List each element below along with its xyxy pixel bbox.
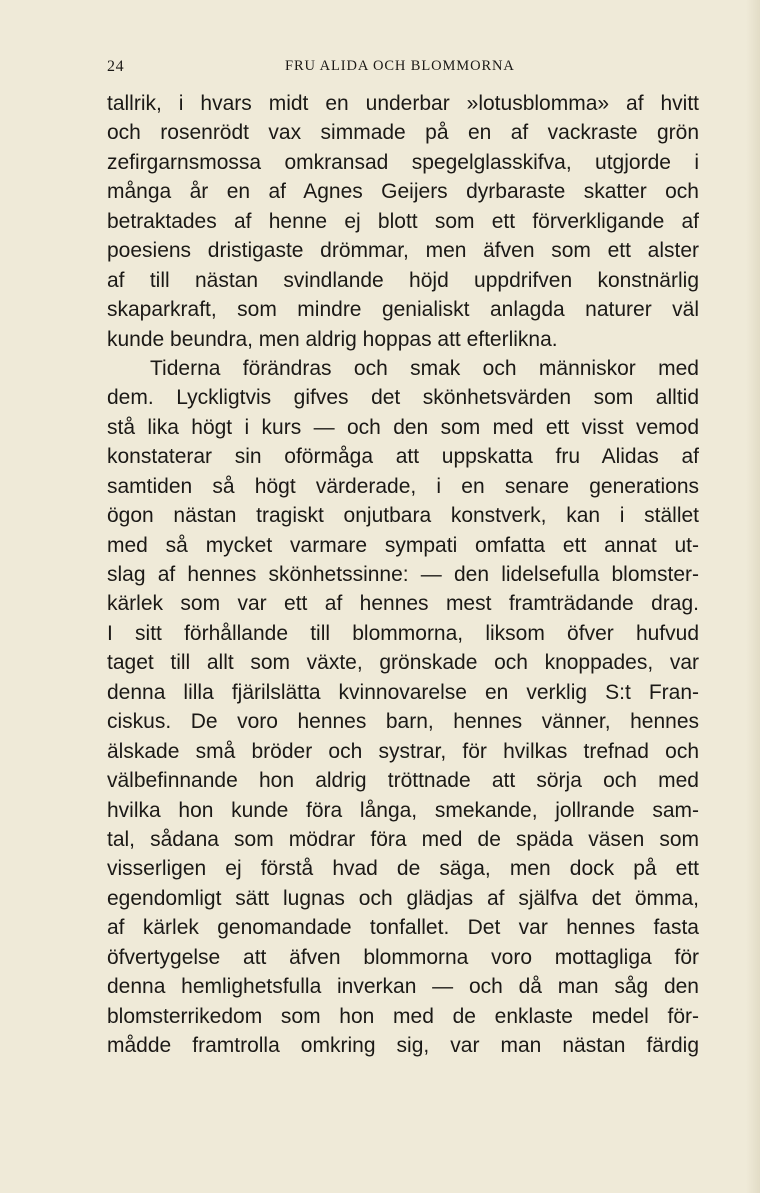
text-line: skaparkraft, som mindre genialiskt anlagda naturer väl <box>107 298 699 322</box>
text-line: ögon nästan tragiskt onjutbara konstverk, kan i stället <box>107 504 699 528</box>
text-line: älskade små bröder och systrar, för hvilkas trefnad och <box>107 739 699 763</box>
text-line: blomsterrikedom som hon med de enklaste medel för- <box>107 1004 699 1028</box>
text-line: kärlek som var ett af hennes mest framträdande drag. <box>107 592 699 616</box>
text-line: hvilka hon kunde föra långa, smekande, jollrande sam- <box>107 798 699 822</box>
text-line: slag af hennes skönhetssinne: — den lidelsefulla blomster- <box>107 563 699 586</box>
text-line: af till nästan svindlande höjd uppdrifven konstnärlig <box>107 268 699 292</box>
text-line: zefirgarnsmossa omkransad spegelglasskifva, utgjorde i <box>107 150 699 174</box>
page-header <box>107 58 697 80</box>
text-line: ciskus. De voro hennes barn, hennes vänner, hennes <box>107 710 699 734</box>
paragraph-start-line: Tiderna förändras och smak och människor med <box>150 356 699 380</box>
text-line: många år en af Agnes Geijers dyrbaraste skatter och <box>107 180 699 204</box>
text-line: samtiden så högt värderade, i en senare generations <box>107 474 699 498</box>
text-line: denna hemlighetsfulla inverkan — och då man såg den <box>107 975 699 999</box>
text-line: denna lilla fjärilslätta kvinnovarelse en verklig S:t Fran- <box>107 680 699 704</box>
text-line: betraktades af henne ej blott som ett förverkligande af <box>107 209 699 233</box>
text-line: poesiens dristigaste drömmar, men äfven som ett alster <box>107 239 699 263</box>
page-edge <box>746 0 760 1193</box>
text-line: konstaterar sin oförmåga att uppskatta fru Alidas af <box>107 445 699 469</box>
text-line: af kärlek genomandade tonfallet. Det var hennes fasta <box>107 916 699 940</box>
paragraph-end-line: kunde beundra, men aldrig hoppas att efterlikna. <box>107 327 558 351</box>
text-line: dem. Lyckligtvis gifves det skönhetsvärden som alltid <box>107 386 699 410</box>
text-line: med så mycket varmare sympati omfatta ett annat ut- <box>107 533 699 557</box>
text-line: tallrik, i hvars midt en underbar »lotusblomma» af hvitt <box>107 92 699 115</box>
text-line: visserligen ej förstå hvad de säga, men dock på ett <box>107 857 699 881</box>
text-line: öfvertygelse att äfven blommorna voro mottagliga för <box>107 945 699 969</box>
running-title: FRU ALIDA OCH BLOMMORNA <box>285 58 515 74</box>
text-line: och rosenrödt vax simmade på en af vackraste grön <box>107 121 699 145</box>
text-line: mådde framtrolla omkring sig, var man nästan färdig <box>107 1034 699 1057</box>
text-line: tal, sådana som mödrar föra med de späda väsen som <box>107 827 699 851</box>
text-line: stå lika högt i kurs — och den som med ett visst vemod <box>107 415 699 439</box>
page-number: 24 <box>107 58 125 75</box>
text-line: I sitt förhållande till blommorna, liksom öfver hufvud <box>107 621 699 645</box>
text-line: egendomligt sätt lugnas och glädjas af själfva det ömma, <box>107 886 699 910</box>
text-line: taget till allt som växte, grönskade och knoppades, var <box>107 651 699 675</box>
body-text <box>107 89 699 1060</box>
text-line: välbefinnande hon aldrig tröttnade att sörja och med <box>107 769 699 793</box>
